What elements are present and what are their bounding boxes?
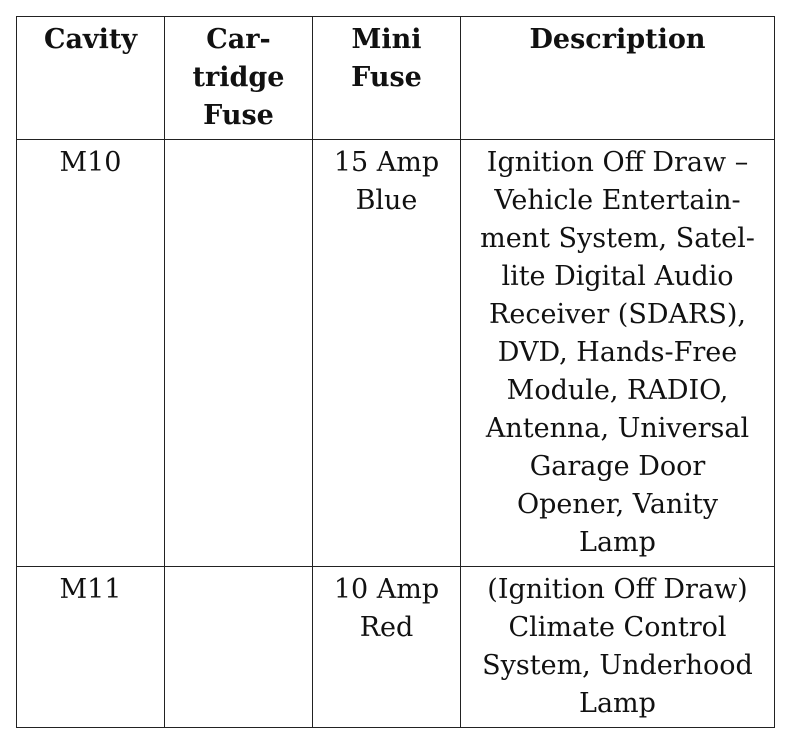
table-body bbox=[17, 140, 775, 728]
table-row bbox=[17, 140, 775, 567]
cell-description: Ignition Off Draw – Vehicle Entertain- ment System, Satel- lite Digital Audio Receiver (SDARS), DVD, Hands-Free Module, RADIO, Antenna, Universal Garage Door Opener, Vanity Lamp bbox=[461, 140, 775, 567]
header-row bbox=[17, 17, 775, 140]
header-description: Description bbox=[461, 17, 775, 140]
header-cavity: Cavity bbox=[17, 17, 165, 140]
cell-mini-fuse: 15 Amp Blue bbox=[313, 140, 461, 567]
cell-description: (Ignition Off Draw) Climate Control System, Underhood Lamp bbox=[461, 567, 775, 728]
table-header bbox=[17, 17, 775, 140]
header-cartridge-fuse: Car- tridge Fuse bbox=[165, 17, 313, 140]
cell-cavity: M11 bbox=[17, 567, 165, 728]
cell-cavity: M10 bbox=[17, 140, 165, 567]
cell-cartridge-fuse bbox=[165, 567, 313, 728]
cell-cartridge-fuse bbox=[165, 140, 313, 567]
table-row bbox=[17, 567, 775, 728]
header-mini-fuse: Mini Fuse bbox=[313, 17, 461, 140]
fuse-table bbox=[16, 16, 775, 728]
cell-mini-fuse: 10 Amp Red bbox=[313, 567, 461, 728]
